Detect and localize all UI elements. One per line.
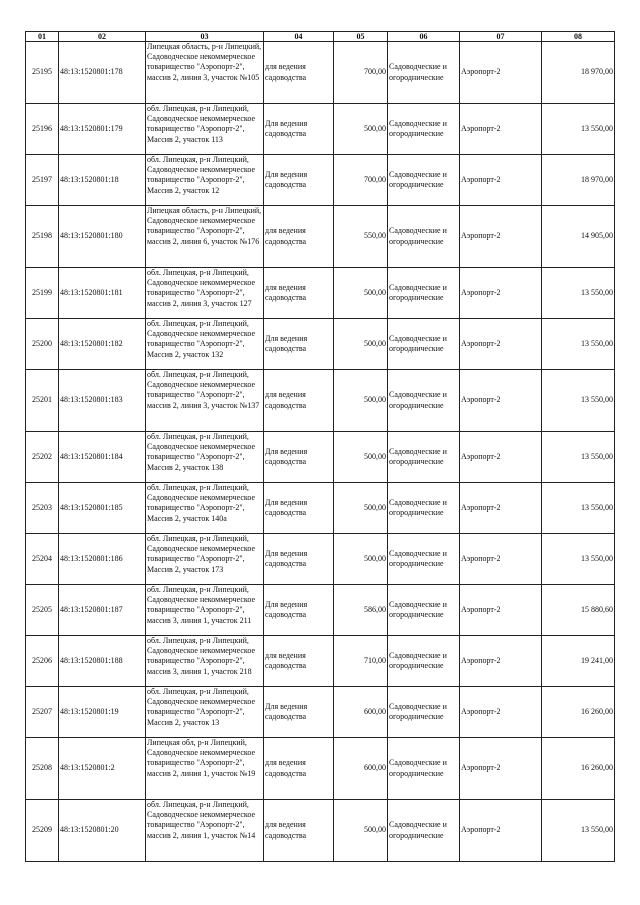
cell-cadastral-number: 48:13:1520801:188 (59, 636, 146, 687)
header-col-02: 02 (59, 32, 146, 42)
cell-area: 600,00 (334, 738, 388, 800)
cell-permitted-use: для ведения садоводства (264, 370, 334, 432)
cell-land-category: Садоводческие и огороднические (388, 483, 460, 534)
address-text: обл. Липецкая, р-н Липецкий, Садоводческое некоммерческое товарищество "Аэропорт-2", массив 2, линия 3, участок №137 (147, 370, 260, 410)
cell-area: 500,00 (334, 432, 388, 483)
cell-permitted-use: Для ведения садоводства (264, 155, 334, 206)
table-row (26, 585, 615, 636)
cell-cadastral-value: 13 550,00 (542, 268, 615, 319)
cell-area: 500,00 (334, 483, 388, 534)
cell-address (146, 687, 264, 738)
table-row (26, 534, 615, 585)
cell-area: 500,00 (334, 268, 388, 319)
cell-locality: Аэропорт-2 (460, 687, 542, 738)
header-col-07: 07 (460, 32, 542, 42)
address-text: обл. Липецкая, р-н Липецкий, Садоводческое некоммерческое товарищество "Аэропорт-2", Массив 2, участок 113 (147, 104, 256, 144)
cell-cadastral-value: 18 970,00 (542, 42, 615, 104)
cell-cadastral-value: 13 550,00 (542, 432, 615, 483)
cell-address (146, 268, 264, 319)
cell-permitted-use: для ведения садоводства (264, 42, 334, 104)
cell-area: 500,00 (334, 800, 388, 862)
cell-land-category: Садоводческие и огороднические (388, 155, 460, 206)
cell-area: 500,00 (334, 319, 388, 370)
cell-row-number: 25209 (26, 800, 59, 862)
cell-row-number: 25196 (26, 104, 59, 155)
cell-cadastral-number: 48:13:1520801:2 (59, 738, 146, 800)
cell-land-category: Садоводческие и огороднические (388, 738, 460, 800)
header-col-01: 01 (26, 32, 59, 42)
cell-cadastral-number: 48:13:1520801:181 (59, 268, 146, 319)
cell-row-number: 25208 (26, 738, 59, 800)
cell-cadastral-value: 15 880,60 (542, 585, 615, 636)
table-row (26, 104, 615, 155)
cell-row-number: 25206 (26, 636, 59, 687)
table-row (26, 155, 615, 206)
address-text: обл. Липецкая, р-н Липецкий, Садоводческое некоммерческое товарищество "Аэропорт-2", Массив 2, участок 173 (147, 534, 256, 574)
cell-land-category: Садоводческие и огороднические (388, 585, 460, 636)
table-row (26, 268, 615, 319)
cell-cadastral-value: 16 260,00 (542, 687, 615, 738)
cell-cadastral-value: 14 905,00 (542, 206, 615, 268)
cell-cadastral-value: 13 550,00 (542, 534, 615, 585)
cell-area: 710,00 (334, 636, 388, 687)
cell-address (146, 636, 264, 687)
header-col-05: 05 (334, 32, 388, 42)
cell-row-number: 25195 (26, 42, 59, 104)
address-text: обл. Липецкая, р-н Липецкий, Садоводческое некоммерческое товарищество "Аэропорт-2", Массив 2, участок 140а (147, 483, 256, 523)
address-text: обл. Липецкая, р-н Липецкий, Садоводческое некоммерческое товарищество "Аэропорт-2", массив 2, линия 1, участок №14 (147, 800, 256, 840)
table-row (26, 636, 615, 687)
cell-locality: Аэропорт-2 (460, 42, 542, 104)
address-text: обл. Липецкая, р-н Липецкий, Садоводческое некоммерческое товарищество "Аэропорт-2", Массив 2, участок 12 (147, 155, 256, 195)
cell-row-number: 25200 (26, 319, 59, 370)
cell-land-category: Садоводческие и огороднические (388, 432, 460, 483)
cell-row-number: 25204 (26, 534, 59, 585)
cell-cadastral-number: 48:13:1520801:187 (59, 585, 146, 636)
cell-area: 700,00 (334, 155, 388, 206)
cell-permitted-use: Для ведения садоводства (264, 585, 334, 636)
cell-address (146, 738, 264, 800)
cell-address (146, 585, 264, 636)
cell-cadastral-value: 13 550,00 (542, 483, 615, 534)
cell-cadastral-value: 13 550,00 (542, 370, 615, 432)
table-row (26, 42, 615, 104)
cell-cadastral-value: 19 241,00 (542, 636, 615, 687)
header-col-08: 08 (542, 32, 615, 42)
cell-area: 500,00 (334, 534, 388, 585)
address-text: обл. Липецкая, р-н Липецкий, Садоводческое некоммерческое товарищество "Аэропорт-2", Массив 2, участок 132 (147, 319, 256, 359)
cell-address (146, 800, 264, 862)
cell-locality: Аэропорт-2 (460, 534, 542, 585)
header-col-06: 06 (388, 32, 460, 42)
cell-address (146, 104, 264, 155)
table-row (26, 370, 615, 432)
cell-area: 700,00 (334, 42, 388, 104)
cell-land-category: Садоводческие и огороднические (388, 370, 460, 432)
table-header-row (26, 32, 615, 42)
cell-land-category: Садоводческие и огороднические (388, 687, 460, 738)
document-page (25, 31, 614, 862)
cell-permitted-use: Для ведения садоводства (264, 687, 334, 738)
cell-area: 600,00 (334, 687, 388, 738)
cell-permitted-use: для ведения садоводства (264, 268, 334, 319)
cell-permitted-use: Для ведения садоводства (264, 432, 334, 483)
cell-permitted-use: Для ведения садоводства (264, 483, 334, 534)
cell-address (146, 319, 264, 370)
table-row (26, 206, 615, 268)
cell-area: 586,00 (334, 585, 388, 636)
cell-locality: Аэропорт-2 (460, 738, 542, 800)
header-col-04: 04 (264, 32, 334, 42)
address-text: обл. Липецкая, р-н Липецкий, Садоводческое некоммерческое товарищество "Аэропорт-2", Массив 2, участок 138 (147, 432, 256, 472)
address-text: обл. Липецкая, р-н Липецкий, Садоводческое некоммерческое товарищество "Аэропорт-2", массив 3, линия 1, участок 218 (147, 636, 256, 676)
cell-permitted-use: для ведения садоводства (264, 636, 334, 687)
cell-area: 500,00 (334, 104, 388, 155)
cell-cadastral-number: 48:13:1520801:184 (59, 432, 146, 483)
cell-row-number: 25201 (26, 370, 59, 432)
cell-permitted-use: для ведения садоводства (264, 206, 334, 268)
table-row (26, 432, 615, 483)
address-text: Липецкая обл, р-н Липецкий, Садоводческое некоммерческое товарищество "Аэропорт-2", массив 2, линия 1, участок №19 (147, 738, 256, 778)
address-text: Липецкая область, р-н Липецкий, Садоводческое некоммерческое товарищество "Аэропорт-2", массив 2, линия 3, участок №105 (147, 42, 262, 82)
cell-address (146, 42, 264, 104)
cell-locality: Аэропорт-2 (460, 800, 542, 862)
table-row (26, 319, 615, 370)
cell-address (146, 370, 264, 432)
cell-locality: Аэропорт-2 (460, 432, 542, 483)
cell-land-category: Садоводческие и огороднические (388, 534, 460, 585)
cell-area: 550,00 (334, 206, 388, 268)
header-col-03: 03 (146, 32, 264, 42)
cell-cadastral-value: 13 550,00 (542, 104, 615, 155)
table-row (26, 800, 615, 862)
cell-cadastral-number: 48:13:1520801:19 (59, 687, 146, 738)
cell-row-number: 25203 (26, 483, 59, 534)
cell-locality: Аэропорт-2 (460, 319, 542, 370)
cell-cadastral-number: 48:13:1520801:182 (59, 319, 146, 370)
cell-address (146, 206, 264, 268)
cell-permitted-use: Для ведения садоводства (264, 534, 334, 585)
cell-address (146, 432, 264, 483)
cell-row-number: 25199 (26, 268, 59, 319)
cell-cadastral-number: 48:13:1520801:179 (59, 104, 146, 155)
cell-permitted-use: для ведения садоводства (264, 738, 334, 800)
cell-cadastral-number: 48:13:1520801:186 (59, 534, 146, 585)
address-text: обл. Липецкая, р-н Липецкий, Садоводческое некоммерческое товарищество "Аэропорт-2", Массив 2, участок 13 (147, 687, 256, 727)
cell-row-number: 25205 (26, 585, 59, 636)
address-text: Липецкая область, р-н Липецкий, Садоводческое некоммерческое товарищество "Аэропорт-2", массив 2, линия 6, участок №176 (147, 206, 262, 246)
cell-locality: Аэропорт-2 (460, 268, 542, 319)
address-text: обл. Липецкая, р-н Липецкий, Садоводческое некоммерческое товарищество "Аэропорт-2", массив 2, линия 3, участок 127 (147, 268, 256, 308)
cell-address (146, 155, 264, 206)
cell-land-category: Садоводческие и огороднические (388, 800, 460, 862)
cell-row-number: 25202 (26, 432, 59, 483)
cell-address (146, 483, 264, 534)
cell-land-category: Садоводческие и огороднические (388, 42, 460, 104)
cell-cadastral-number: 48:13:1520801:178 (59, 42, 146, 104)
cell-permitted-use: Для ведения садоводства (264, 319, 334, 370)
cell-locality: Аэропорт-2 (460, 585, 542, 636)
table-row (26, 738, 615, 800)
table-row (26, 483, 615, 534)
cell-land-category: Садоводческие и огороднические (388, 636, 460, 687)
cell-cadastral-number: 48:13:1520801:180 (59, 206, 146, 268)
cell-permitted-use: Для ведения садоводства (264, 104, 334, 155)
land-parcels-table (25, 31, 615, 862)
cell-cadastral-value: 13 550,00 (542, 800, 615, 862)
cell-cadastral-number: 48:13:1520801:18 (59, 155, 146, 206)
cell-cadastral-value: 18 970,00 (542, 155, 615, 206)
cell-cadastral-number: 48:13:1520801:183 (59, 370, 146, 432)
cell-locality: Аэропорт-2 (460, 104, 542, 155)
table-row (26, 687, 615, 738)
cell-land-category: Садоводческие и огороднические (388, 104, 460, 155)
cell-row-number: 25207 (26, 687, 59, 738)
cell-row-number: 25197 (26, 155, 59, 206)
cell-area: 500,00 (334, 370, 388, 432)
cell-land-category: Садоводческие и огороднические (388, 206, 460, 268)
cell-cadastral-value: 13 550,00 (542, 319, 615, 370)
cell-row-number: 25198 (26, 206, 59, 268)
cell-locality: Аэропорт-2 (460, 155, 542, 206)
cell-locality: Аэропорт-2 (460, 370, 542, 432)
cell-land-category: Садоводческие и огороднические (388, 268, 460, 319)
cell-permitted-use: для ведения садоводства (264, 800, 334, 862)
cell-cadastral-value: 16 260,00 (542, 738, 615, 800)
cell-locality: Аэропорт-2 (460, 206, 542, 268)
cell-cadastral-number: 48:13:1520801:20 (59, 800, 146, 862)
cell-address (146, 534, 264, 585)
cell-cadastral-number: 48:13:1520801:185 (59, 483, 146, 534)
cell-land-category: Садоводческие и огороднические (388, 319, 460, 370)
cell-locality: Аэропорт-2 (460, 636, 542, 687)
cell-locality: Аэропорт-2 (460, 483, 542, 534)
address-text: обл. Липецкая, р-н Липецкий, Садоводческое некоммерческое товарищество "Аэропорт-2", массив 3, линия 1, участок 211 (147, 585, 256, 625)
